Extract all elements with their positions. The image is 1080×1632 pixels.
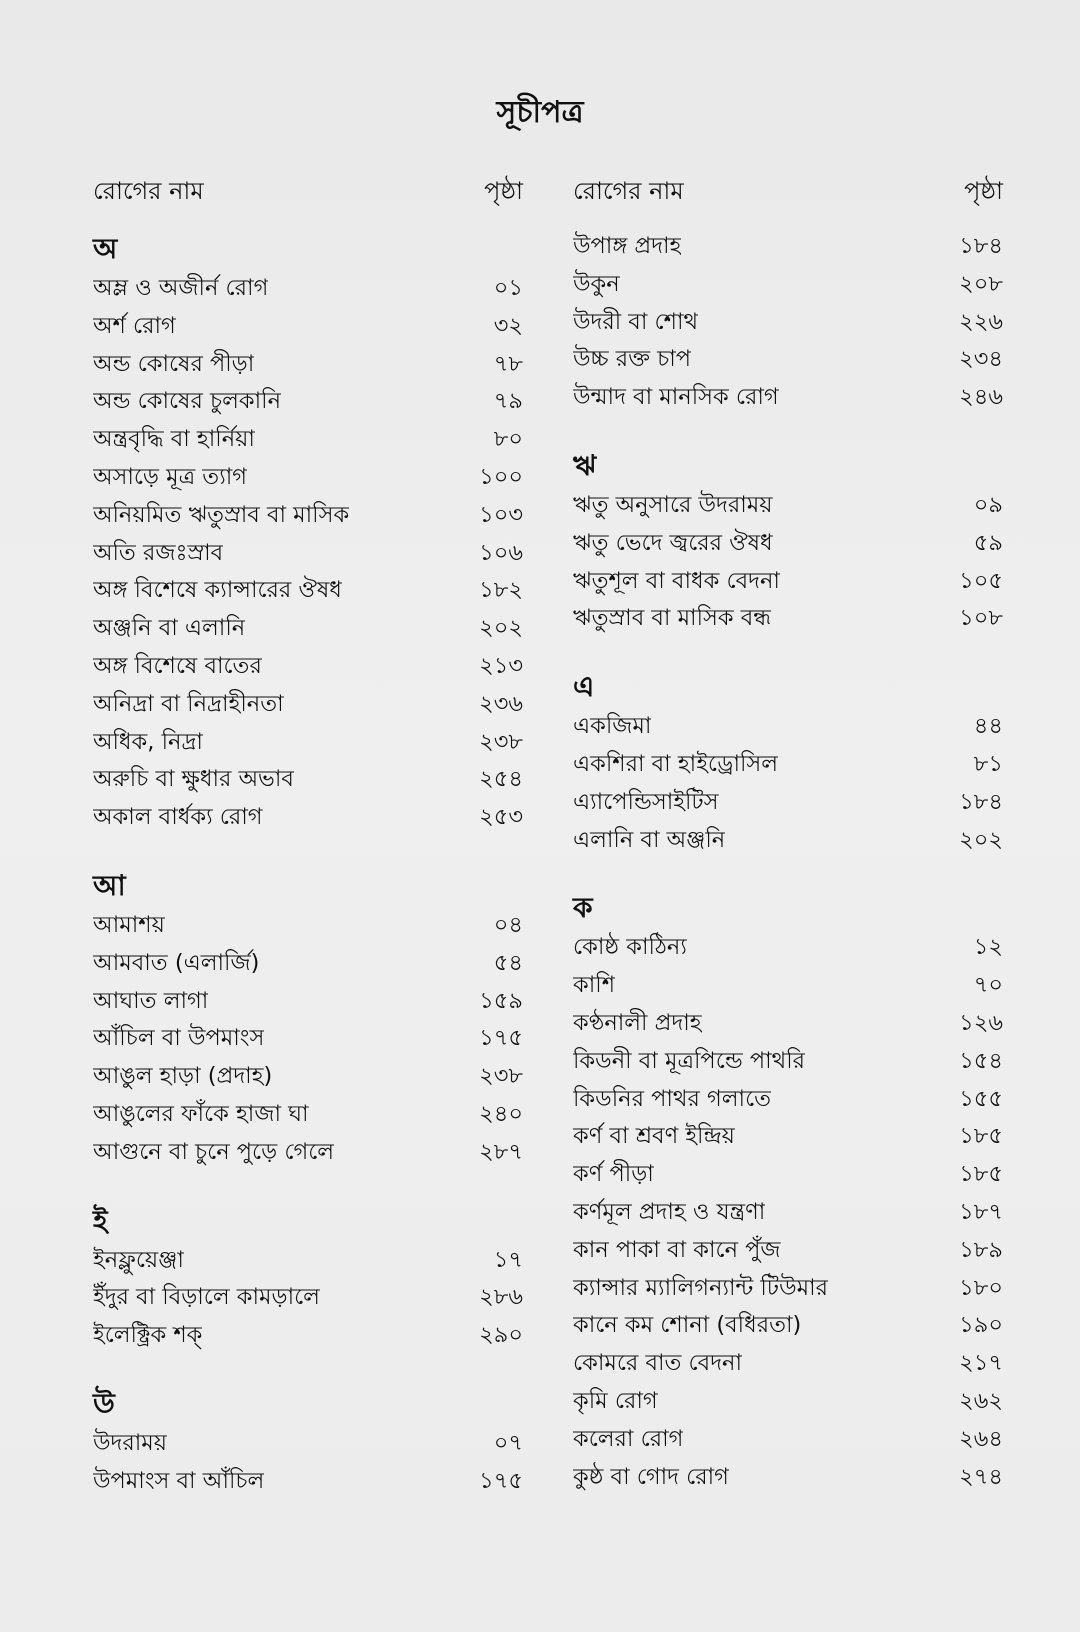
- entry-page: ১০০: [479, 463, 523, 490]
- index-entry: [573, 1156, 1003, 1194]
- index-entry: [93, 983, 523, 1021]
- index-entry: [93, 1242, 523, 1280]
- entry-name: অধিক, নিদ্রা: [93, 728, 203, 755]
- entry-page: ১৮২: [479, 577, 523, 604]
- entry-page: ৮০: [493, 426, 523, 453]
- index-section: [573, 887, 1003, 1496]
- index-entry: [93, 907, 523, 945]
- index-entry: [573, 1081, 1003, 1119]
- entry-page: ২০২: [959, 826, 1003, 853]
- entry-name: অনিয়মিত ঋতুস্রাব বা মাসিক: [93, 501, 350, 528]
- entry-name: ইলেক্ট্রিক শক্: [93, 1322, 203, 1349]
- entry-name: একশিরা বা হাইড্রোসিল: [573, 750, 779, 777]
- index-entry: [93, 308, 523, 346]
- entry-name: উপমাংস বা আঁচিল: [93, 1467, 265, 1494]
- entry-page: ২৪৬: [959, 384, 1003, 411]
- entry-name: কুষ্ঠ বা গোদ রোগ: [573, 1463, 729, 1490]
- index-entry: [93, 421, 523, 459]
- entry-name: ঋতুস্রাব বা মাসিক বন্ধ: [573, 605, 772, 632]
- entry-name: এলানি বা অঞ্জনি: [573, 826, 726, 853]
- entry-name: ইনফ্লুয়েঞ্জা: [93, 1246, 184, 1273]
- entry-name: উন্মাদ বা মানসিক রোগ: [573, 384, 779, 411]
- entry-page: ২০৮: [959, 270, 1003, 297]
- entry-name: অতি রজঃস্রাব: [93, 539, 224, 566]
- index-entry: [573, 1270, 1003, 1308]
- right-column: [573, 168, 1003, 1496]
- entry-name: অঞ্জনি বা এলানি: [93, 615, 246, 642]
- entry-name: ঋতুশূল বা বাধক বেদনা: [573, 567, 780, 594]
- index-entry: [573, 784, 1003, 822]
- index-entry: [93, 1463, 523, 1501]
- entry-page: ১৮৪: [959, 233, 1003, 259]
- entry-page: ০৯: [973, 491, 1003, 518]
- entry-name: আঁচিল বা উপমাংস: [93, 1025, 265, 1052]
- entry-page: ২৫৩: [479, 804, 523, 831]
- entry-page: ২৩৪: [959, 346, 1003, 373]
- entry-name: অঙ্গ বিশেষে বাতের: [93, 652, 262, 679]
- entry-page: ০১: [493, 275, 523, 301]
- index-section: [93, 1200, 523, 1355]
- index-entry: [93, 572, 523, 610]
- entry-page: ২৩৮: [479, 728, 523, 755]
- index-entry: [573, 228, 1003, 266]
- entry-name: আঘাত লাগা: [93, 987, 209, 1014]
- index-entry: [573, 708, 1003, 746]
- index-entry: [573, 379, 1003, 417]
- entry-name: আঙুলের ফাঁকে হাজা ঘা: [93, 1100, 309, 1127]
- entry-page: ৭৮: [493, 350, 523, 377]
- entry-name: একজিমা: [573, 713, 652, 740]
- entry-name: কানে কম শোনা (বধিরতা): [573, 1312, 802, 1339]
- index-entry: [93, 459, 523, 497]
- entry-name: ইঁদুর বা বিড়ালে কামড়ালে: [93, 1284, 320, 1311]
- entry-page: ৪৪: [973, 713, 1003, 740]
- index-entry: [573, 1345, 1003, 1383]
- entry-page: ১৭: [493, 1246, 523, 1273]
- section-letter: ঋ: [573, 448, 597, 482]
- index-section: [93, 1383, 523, 1501]
- entry-page: ২০২: [479, 615, 523, 642]
- entry-name: আঙুল হাড়া (প্রদাহ): [93, 1063, 273, 1090]
- entry-name: আমাশয়: [93, 911, 165, 938]
- entry-page: ০৪: [493, 911, 523, 938]
- entry-page: ২৩৮: [479, 1063, 523, 1090]
- entry-page: ১৮৭: [959, 1198, 1003, 1225]
- entry-page: ০৭: [493, 1429, 523, 1456]
- index-entry: [573, 1383, 1003, 1421]
- entry-page: ৭০: [973, 972, 1003, 999]
- entry-page: ২৬২: [959, 1387, 1003, 1414]
- entry-name: কলেরা রোগ: [573, 1425, 684, 1452]
- entry-page: ২৫৪: [479, 766, 523, 793]
- entry-name: উদরী বা শোথ: [573, 308, 699, 335]
- index-entry: [93, 1134, 523, 1172]
- index-entry: [93, 497, 523, 535]
- entry-page: ২৪০: [479, 1100, 523, 1127]
- section-letter: উ: [93, 1386, 115, 1420]
- entry-name: কোষ্ঠ কাঠিন্য: [573, 934, 687, 961]
- index-entry: [93, 1096, 523, 1134]
- entry-name: এ্যাপেন্ডিসাইটিস: [573, 788, 719, 815]
- entry-page: ১৯০: [959, 1312, 1003, 1339]
- entry-page: ৩২: [493, 312, 523, 339]
- index-entry: [573, 1118, 1003, 1156]
- entry-name: অনিদ্রা বা নিদ্রাহীনতা: [93, 690, 284, 717]
- entry-name: উদরাময়: [93, 1429, 167, 1456]
- header-name: রোগের নাম: [93, 177, 204, 205]
- entry-page: ১৫৫: [959, 1085, 1003, 1112]
- index-entry: [93, 346, 523, 384]
- index-section: [573, 228, 1003, 417]
- index-entry: [93, 535, 523, 573]
- section-letter: এ: [573, 670, 595, 704]
- index-entry: [573, 1307, 1003, 1345]
- entry-page: ২৮৬: [479, 1284, 523, 1311]
- index-entry: [573, 304, 1003, 342]
- entry-name: কর্ণমূল প্রদাহ ও যন্ত্রণা: [573, 1198, 766, 1225]
- entry-page: ২৯০: [479, 1322, 523, 1349]
- index-entry: [93, 270, 523, 308]
- entry-name: অসাড়ে মূত্র ত্যাগ: [93, 463, 247, 490]
- entry-page: ১৫৪: [959, 1047, 1003, 1074]
- entry-page: ২৮৭: [479, 1138, 523, 1165]
- entry-page: ২২৬: [959, 308, 1003, 335]
- entry-page: ১৮০: [959, 1274, 1003, 1301]
- entry-page: ২১৩: [479, 652, 523, 679]
- index-entry: [93, 724, 523, 762]
- entry-name: অম্ল ও অজীর্ন রোগ: [93, 275, 269, 301]
- entry-name: কৃমি রোগ: [573, 1387, 658, 1414]
- index-entry: [573, 1232, 1003, 1270]
- section-letter: ই: [93, 1203, 108, 1237]
- entry-page: ১০৫: [959, 567, 1003, 594]
- header-name: রোগের নাম: [573, 177, 684, 205]
- index-entry: [573, 341, 1003, 379]
- index-entry: [93, 945, 523, 983]
- section-letter: ক: [573, 891, 593, 925]
- entry-page: ৫৪: [493, 949, 523, 976]
- index-entry: [573, 967, 1003, 1005]
- index-entry: [573, 822, 1003, 860]
- entry-name: ঋতু ভেদে জ্বরের ঔষধ: [573, 529, 773, 556]
- entry-page: ৮১: [973, 750, 1003, 777]
- entry-page: ১০৮: [959, 605, 1003, 632]
- index-entry: [93, 1425, 523, 1463]
- entry-name: ঋতু অনুসারে উদরাময়: [573, 491, 773, 518]
- index-entry: [93, 1058, 523, 1096]
- entry-page: ৫৯: [973, 529, 1003, 556]
- entry-name: উচ্চ রক্ত চাপ: [573, 346, 692, 373]
- entry-name: অকাল বার্ধক্য রোগ: [93, 804, 263, 831]
- section-letter: অ: [93, 232, 118, 265]
- entry-name: কিডনী বা মূত্রপিন্ডে পাথরি: [573, 1047, 806, 1074]
- entry-name: আমবাত (এলার্জি): [93, 949, 260, 976]
- index-entry: [573, 746, 1003, 784]
- index-entry: [573, 487, 1003, 525]
- header-page: পৃষ্ঠা: [964, 177, 1003, 205]
- entry-page: ১৭৫: [479, 1025, 523, 1052]
- entry-name: উকুন: [573, 270, 620, 297]
- entry-name: কর্ণ বা শ্রবণ ইন্দ্রিয়: [573, 1123, 735, 1150]
- left-column: [93, 168, 523, 1501]
- index-entry: [573, 929, 1003, 967]
- entry-page: ১৮৫: [959, 1161, 1003, 1188]
- entry-page: ২৭৪: [959, 1463, 1003, 1490]
- entry-name: অন্ড কোষের পীড়া: [93, 350, 255, 377]
- index-entry: [93, 648, 523, 686]
- index-section: [573, 445, 1003, 638]
- index-entry: [573, 1005, 1003, 1043]
- entry-name: কাশি: [573, 972, 616, 999]
- entry-name: কিডনির পাথর গলাতে: [573, 1085, 771, 1112]
- entry-page: ১০৩: [479, 501, 523, 528]
- index-entry: [573, 1194, 1003, 1232]
- index-entry: [573, 1421, 1003, 1459]
- entry-name: অন্ড কোষের চুলকানি: [93, 388, 282, 415]
- entry-page: ১২: [973, 934, 1003, 961]
- index-entry: [93, 799, 523, 837]
- entry-name: ক্যান্সার ম্যালিগন্যান্ট টিউমার: [573, 1274, 828, 1301]
- entry-page: ১২৬: [959, 1009, 1003, 1036]
- entry-name: অন্ত্রবৃদ্ধি বা হার্নিয়া: [93, 426, 255, 453]
- entry-page: ১৮৫: [959, 1123, 1003, 1150]
- entry-page: ১৭৫: [479, 1467, 523, 1494]
- index-entry: [93, 761, 523, 799]
- entry-name: অঙ্গ বিশেষে ক্যান্সারের ঔষধ: [93, 577, 342, 604]
- index-entry: [573, 600, 1003, 638]
- section-letter: আ: [93, 868, 126, 902]
- index-entry: [93, 686, 523, 724]
- index-section: [93, 865, 523, 1172]
- entry-page: ২৬৪: [959, 1425, 1003, 1452]
- entry-name: কণ্ঠনালী প্রদাহ: [573, 1009, 702, 1036]
- index-entry: [93, 610, 523, 648]
- index-entry: [573, 1043, 1003, 1081]
- index-entry: [573, 563, 1003, 601]
- index-entry: [93, 383, 523, 421]
- index-entry: [573, 266, 1003, 304]
- entry-name: আগুনে বা চুনে পুড়ে গেলে: [93, 1138, 334, 1165]
- index-entry: [93, 1279, 523, 1317]
- index-entry: [93, 1317, 523, 1355]
- right-column-header: [573, 168, 1003, 214]
- index-entry: [93, 1020, 523, 1058]
- entry-page: ৭৯: [493, 388, 523, 415]
- index-entry: [573, 525, 1003, 563]
- page-title: সূচীপত্র: [496, 95, 584, 130]
- index-entry: [573, 1459, 1003, 1497]
- index-section: [93, 228, 523, 837]
- entry-name: অরুচি বা ক্ষুধার অভাব: [93, 766, 294, 793]
- entry-name: অর্শ রোগ: [93, 312, 176, 339]
- entry-page: ১৮৪: [959, 788, 1003, 815]
- entry-name: কোমরে বাত বেদনা: [573, 1350, 742, 1377]
- entry-page: ১৫৯: [479, 987, 523, 1014]
- entry-page: ১৮৯: [959, 1236, 1003, 1263]
- left-column-header: [93, 168, 523, 214]
- entry-page: ২১৭: [959, 1350, 1003, 1377]
- entry-name: কর্ণ পীড়া: [573, 1161, 654, 1188]
- entry-name: উপাঙ্গ প্রদাহ: [573, 233, 682, 259]
- entry-name: কান পাকা বা কানে পুঁজ: [573, 1236, 781, 1263]
- entry-page: ১০৬: [479, 539, 523, 566]
- header-page: পৃষ্ঠা: [484, 177, 523, 205]
- entry-page: ২৩৬: [479, 690, 523, 717]
- index-section: [573, 666, 1003, 859]
